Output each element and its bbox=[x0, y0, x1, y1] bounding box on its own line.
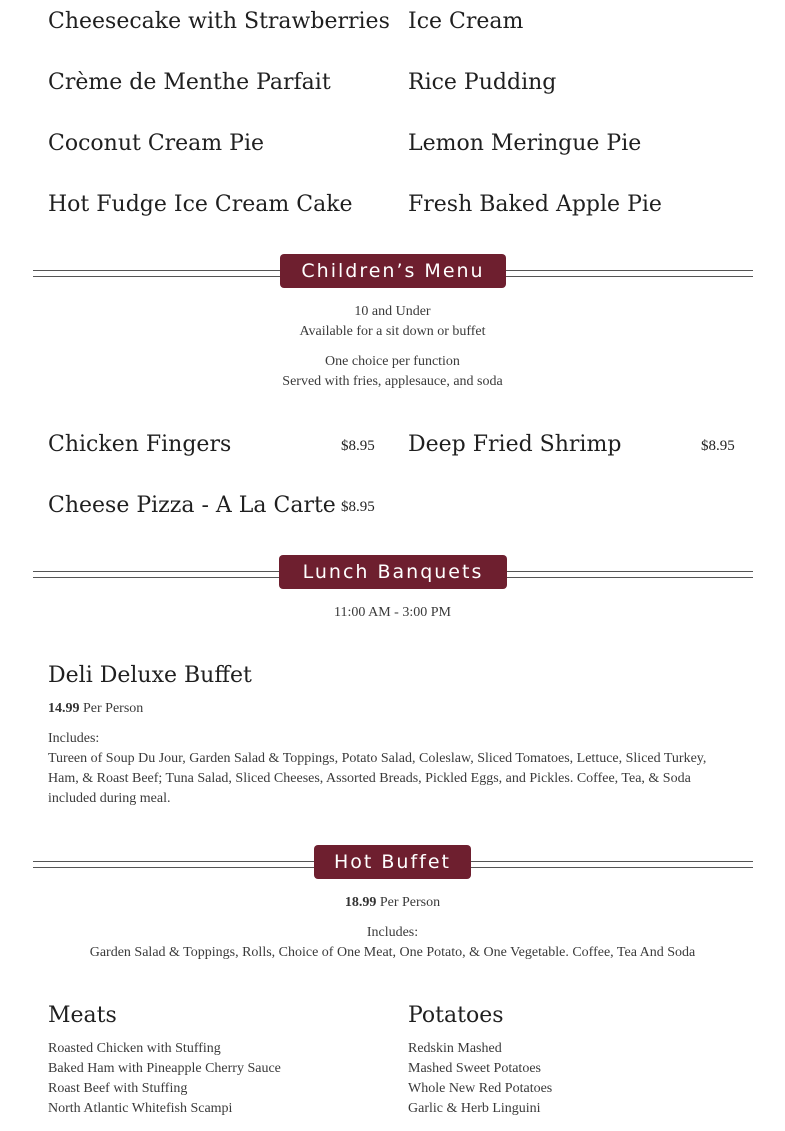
dessert-item: Rice Pudding bbox=[408, 70, 557, 95]
childrens-item-name: Cheese Pizza - A La Carte bbox=[48, 493, 336, 518]
dessert-item: Coconut Cream Pie bbox=[48, 131, 265, 156]
hot-buffet-price: 18.99 bbox=[344, 895, 377, 910]
deli-includes-label: Includes: bbox=[48, 731, 100, 746]
list-item: Redskin Mashed bbox=[408, 1041, 502, 1056]
childrens-choice-note: One choice per function bbox=[325, 354, 460, 369]
list-item: Baked Ham with Pineapple Cherry Sauce bbox=[48, 1061, 281, 1076]
meats-heading: Meats bbox=[48, 1003, 117, 1028]
list-item: Roast Beef with Stuffing bbox=[48, 1081, 188, 1096]
childrens-age-note: 10 and Under bbox=[354, 304, 431, 319]
hot-buffet-includes-label: Includes: bbox=[366, 925, 419, 940]
meats-list bbox=[48, 1039, 281, 1119]
deli-buffet-price: 14.99 bbox=[48, 701, 80, 716]
childrens-item-name: Chicken Fingers bbox=[48, 432, 232, 457]
dessert-item: Cheesecake with Strawberries bbox=[48, 9, 390, 34]
list-item: Roasted Chicken with Stuffing bbox=[48, 1041, 221, 1056]
dessert-item: Ice Cream bbox=[408, 9, 524, 34]
potatoes-list bbox=[408, 1039, 552, 1119]
dessert-item: Lemon Meringue Pie bbox=[408, 131, 642, 156]
childrens-item-price: $8.95 bbox=[341, 499, 375, 515]
section-heading-lunch-banquets: Lunch Banquets bbox=[279, 555, 507, 589]
lunch-hours: 11:00 AM - 3:00 PM bbox=[334, 605, 451, 620]
list-item: Garlic & Herb Linguini bbox=[408, 1101, 541, 1116]
childrens-availability-note: Available for a sit down or buffet bbox=[299, 324, 486, 339]
childrens-item-price: $8.95 bbox=[701, 438, 735, 454]
childrens-item-price: $8.95 bbox=[341, 438, 375, 454]
section-heading-childrens-menu: Children’s Menu bbox=[280, 254, 506, 288]
list-item: Whole New Red Potatoes bbox=[408, 1081, 553, 1096]
section-heading-hot-buffet: Hot Buffet bbox=[314, 845, 471, 879]
hot-buffet-includes-text: Garden Salad & Toppings, Rolls, Choice of One Meat, One Potato, & One Vegetable. Coffee, Tea And Soda bbox=[89, 945, 696, 960]
potatoes-heading: Potatoes bbox=[408, 1003, 504, 1028]
list-item: Mashed Sweet Potatoes bbox=[408, 1061, 541, 1076]
deli-buffet-price-line bbox=[48, 699, 143, 719]
hot-buffet-price-line bbox=[0, 893, 785, 913]
hot-buffet-per-person: Per Person bbox=[376, 895, 441, 910]
deli-buffet-per-person: Per Person bbox=[79, 701, 144, 716]
childrens-item-name: Deep Fried Shrimp bbox=[408, 432, 622, 457]
childrens-served-with-note: Served with fries, applesauce, and soda bbox=[282, 374, 503, 389]
deli-includes-text: Tureen of Soup Du Jour, Garden Salad & Toppings, Potato Salad, Coleslaw, Sliced Tomatoes, Lettuce, Sliced Turkey, Ham, & Roast Beef; Tuna Salad, Sliced Cheeses, Assorted Breads, Pickled Eggs, and Pickles. Coffee, Tea, & Soda included during meal. bbox=[48, 751, 707, 806]
list-item: North Atlantic Whitefish Scampi bbox=[48, 1101, 233, 1116]
dessert-item: Crème de Menthe Parfait bbox=[48, 70, 331, 95]
dessert-item: Hot Fudge Ice Cream Cake bbox=[48, 192, 353, 217]
deli-buffet-title: Deli Deluxe Buffet bbox=[48, 663, 252, 688]
dessert-item: Fresh Baked Apple Pie bbox=[408, 192, 662, 217]
